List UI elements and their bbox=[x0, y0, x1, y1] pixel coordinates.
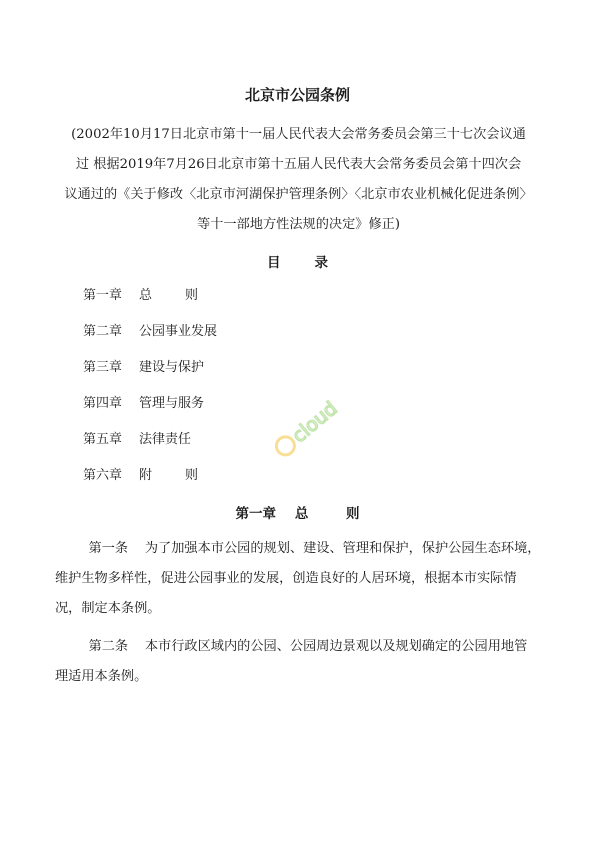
toc-item-number: 第四章 bbox=[83, 396, 123, 411]
toc-item bbox=[83, 286, 217, 322]
table-of-contents bbox=[83, 286, 217, 502]
toc-item-number: 第三章 bbox=[83, 360, 123, 375]
toc-item-number: 第六章 bbox=[83, 468, 123, 483]
ucloud-logo-icon bbox=[273, 433, 298, 458]
preface-line: 过 根据2019年7月26日北京市第十五届人民代表大会常务委员会第十四次会 bbox=[75, 157, 522, 172]
article-1 bbox=[55, 534, 543, 624]
article-line: 维护生物多样性，促进公园事业的发展，创造良好的人居环境，根据本市实际情 bbox=[55, 571, 517, 586]
toc-item-number: 第二章 bbox=[83, 324, 123, 339]
toc-item bbox=[83, 394, 217, 430]
toc-item-number: 第一章 bbox=[83, 288, 123, 303]
preface-line: (2002年10月17日北京市第十一届人民代表大会常务委员会第三十七次会议通 bbox=[71, 127, 526, 142]
toc-item bbox=[83, 322, 217, 358]
toc-heading-char: 目 bbox=[267, 255, 281, 271]
article-line: 理适用本条例。 bbox=[55, 669, 148, 684]
toc-item bbox=[83, 358, 217, 394]
toc-item-title: 管理与服务 bbox=[139, 396, 205, 411]
preface-line: 等十一部地方性法规的决定》修正) bbox=[197, 217, 400, 232]
toc-heading-char: 录 bbox=[314, 255, 328, 271]
preface bbox=[54, 120, 543, 240]
toc-item-title: 总 则 bbox=[139, 288, 199, 303]
toc-item-title: 建设与保护 bbox=[139, 360, 205, 375]
chapter-heading: 第一章 总 则 bbox=[235, 506, 360, 522]
toc-item-title: 公园事业发展 bbox=[139, 324, 218, 339]
toc-item bbox=[83, 430, 217, 466]
article-line: 第一条 为了加强本市公园的规划、建设、管理和保护，保护公园生态环境， bbox=[55, 541, 541, 556]
watermark-text: cloud bbox=[288, 397, 342, 448]
watermark bbox=[258, 378, 358, 468]
preface-line: 议通过的《关于修改〈北京市河湖保护管理条例〉〈北京市农业机械化促进条例〉 bbox=[64, 187, 533, 202]
article-line: 况，制定本条例。 bbox=[55, 601, 161, 616]
toc-item-number: 第五章 bbox=[83, 432, 123, 447]
article-line: 第二条 本市行政区域内的公园、公园周边景观以及规划确定的公园用地管 bbox=[55, 639, 528, 654]
article-2 bbox=[55, 632, 543, 692]
toc-item-title: 法律责任 bbox=[139, 432, 192, 447]
document-title: 北京市公园条例 bbox=[244, 86, 350, 104]
toc-heading bbox=[0, 251, 595, 271]
toc-item-title: 附 则 bbox=[139, 468, 199, 483]
toc-item bbox=[83, 466, 217, 502]
